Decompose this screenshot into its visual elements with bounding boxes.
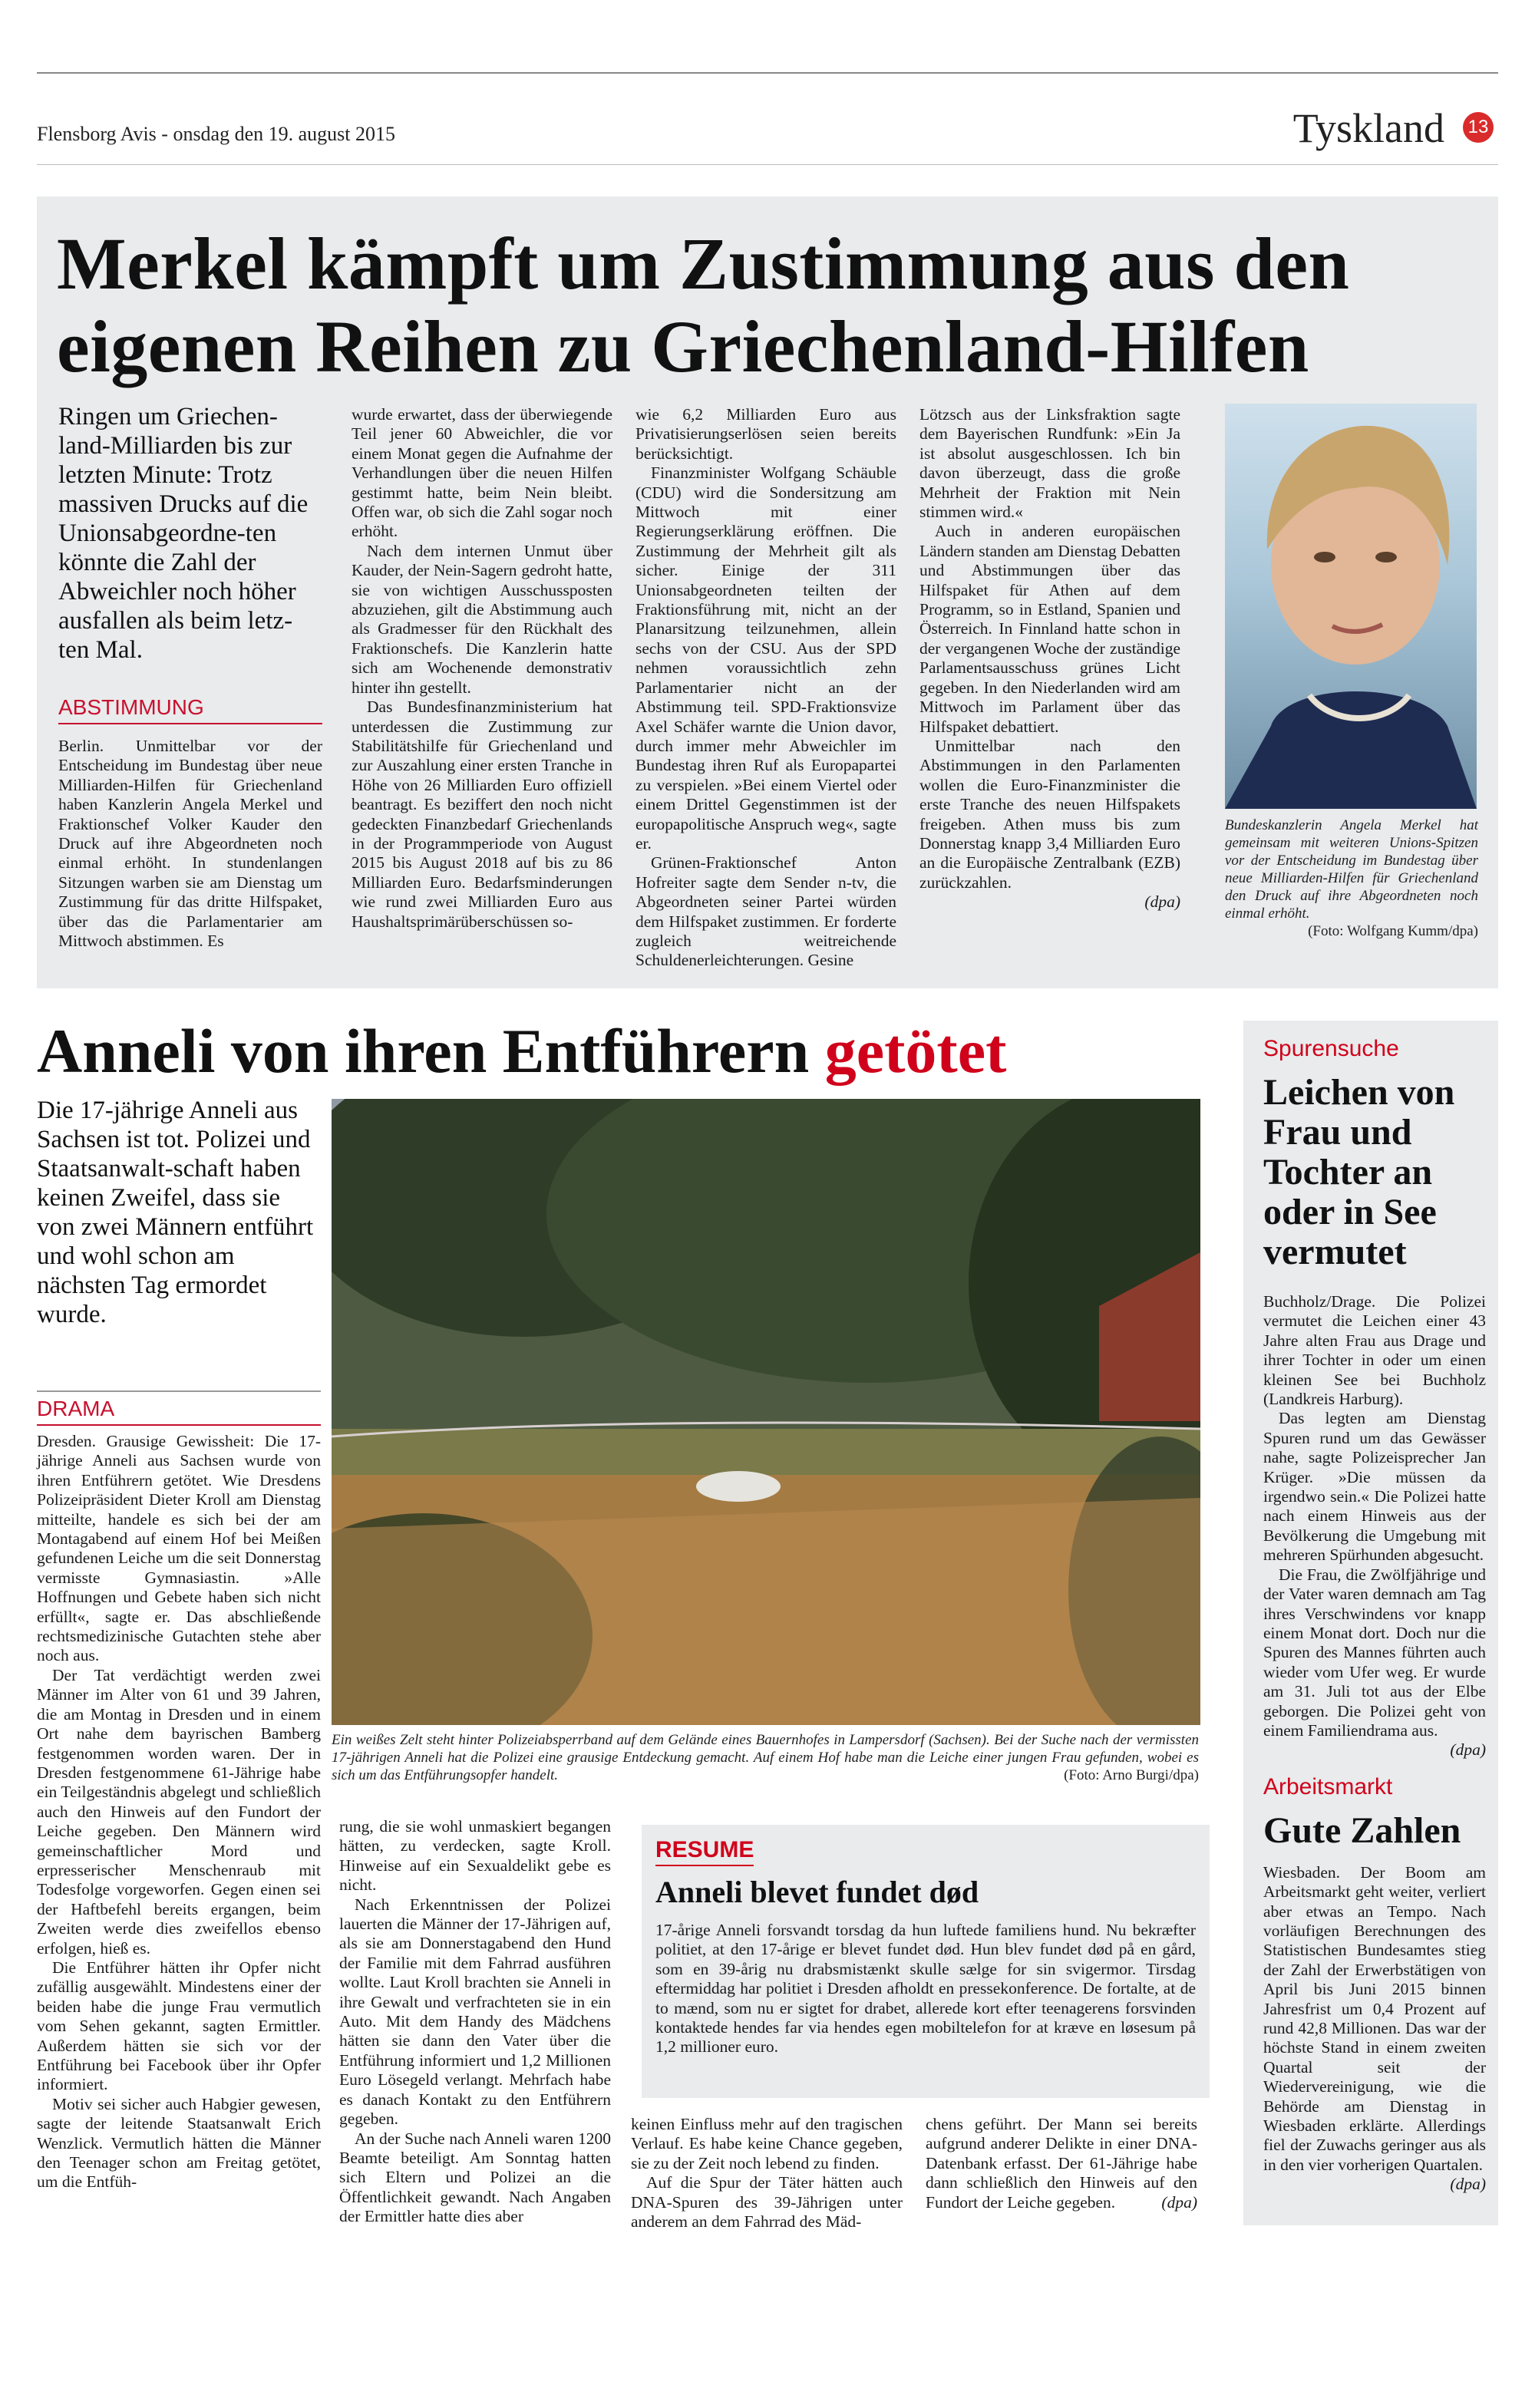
- paragraph: Die Entführer hätten ihr Opfer nicht zufällig ausgewählt. Mindestens einer der beiden habe die junge Frau vermutlich vom Sehen gekannt, sagten Ermittler. Außerdem hätten sie sich vor der Entführung bei Facebook über ihr Opfer informiert.: [37, 1958, 321, 2094]
- sidebar-kicker: Spurensuche: [1263, 1036, 1399, 1061]
- sidebar-body: [1263, 1292, 1486, 1760]
- paragraph: Berlin. Unmittelbar vor der Entscheidung im Bundestag über neue Milliarden-Hilfen für Griechenland haben Kanzlerin Angela Merkel und Fraktionschef Volker Kauder den Druck auf ihre Abgeordneten noch einmal erhöht. In stundenlangen Sitzungen warben sie am Dienstag um Zustimmung für das dritte Hilfspaket, über das die Parlamentarier am Mittwoch abstimmen. Es: [58, 737, 322, 951]
- crime-photo-caption: [332, 1731, 1199, 1784]
- paragraph: Auf die Spur der Täter hätten auch DNA-Spuren des 39-Jährigen unter anderem an dem Fahrrad des Mäd-: [631, 2173, 903, 2232]
- photo-credit: (Foto: Arno Burgi/dpa): [1064, 1767, 1199, 1783]
- news-sidebar: [1243, 1021, 1498, 2225]
- section-title: Tyskland: [1292, 105, 1444, 151]
- paragraph: Lötzsch aus der Linksfraktion sagte dem Bayerischen Rundfunk: »Ein Ja ist absolut ausgeschlossen. Ich bin davon überzeugt, dass die große Mehrheit der Fraktion mit Nein stimmen wird.«: [919, 405, 1180, 522]
- merkel-headline-line2: eigenen Reihen zu Griechenland-Hilfen: [57, 305, 1309, 388]
- paragraph: Wiesbaden. Der Boom am Arbeitsmarkt geht weiter, verliert aber etwas an Tempo. Nach vorläufigen Berechnungen des Statistischen Bundesamtes stieg der Zahl der Erwerbstätigen von April bis Juni 2015 binnen Jahresfrist um 0,4 Prozent auf rund 42,8 Millionen. Das war der höchste Stand in einem zweiten Quartal seit der Wiedervereinigung, wie die Behörde am Dienstag in Wiesbaden erklärte. Allerdings fiel der Zuwachs geringer aus als in den vier vorherigen Quartalen.: [1263, 1862, 1486, 2174]
- merkel-col1: [58, 737, 322, 951]
- dpa-credit: (dpa): [1450, 1740, 1486, 1760]
- merkel-kicker: ABSTIMMUNG: [58, 695, 322, 724]
- paragraph: Dresden. Grausige Gewissheit: Die 17-jährige Anneli aus Sachsen wurde von ihren Entführern getötet. Wie Dresdens Polizeipräsident Dieter Kroll am Dienstag mitteilte, handele es sich bei der am Montagabend auf einem Hof bei Meißen gefundenen Leiche um die seit Donnerstag vermisste Gymnasiastin. »Alle Hoffnungen und Gebete haben sich nicht erfüllt«, sagte er. Das abschließende rechtsmedizinische Gutachten stehe aber noch aus.: [37, 1432, 321, 1665]
- resume-text: 17-årige Anneli forsvandt torsdag da hun luftede familiens hund. Nu bekræfter politiet, at den 17-årige er blevet fundet død. Hun blev fundet død på en gård, som en 39-årig nu drabsmistænkt skulle sælge for sin svigermor. Tirsdag eftermiddag har politiet i Dresden afholdt en pressekonference. De fortalte, at de to mænd, som nu er sigtet for drabet, allerede kort efter teenagerens forsvinden kontaktede hendes far via hendes egen mobiltelefon for at kræve en løsesum på 1,2 millioner euro.: [655, 1921, 1196, 2057]
- paragraph: Das legten am Dienstag Spuren rund um das Gewässer nahe, sagte Polizeisprecher Jan Krüger. »Die müssen da irgendwo sein.« Die Polizei hatte nach einem Hinweis aus der Bevölkerung die Umgebung mit mehreren Spürhunden abgesucht.: [1263, 1409, 1486, 1565]
- merkel-col3: [635, 405, 896, 971]
- paragraph: Die Frau, die Zwölfjährige und der Vater waren demnach am Tag ihres Verschwindens vor knapp einem Monat dort. Doch nur die Spuren des Mannes führten auch wieder vom Ufer weg. Er wurde am 31. Juli tot aus der Elbe geborgen. Die Polizei geht von einem Familiendrama aus.: [1263, 1565, 1486, 1740]
- paragraph: Buchholz/Drage. Die Polizei vermutet die Leichen einer 43 Jahre alten Frau aus Drage und ihrer Tochter in oder um einen kleinen See bei Buchholz (Landkreis Harburg).: [1263, 1292, 1486, 1409]
- paragraph: wie 6,2 Milliarden Euro aus Privatisierungserlösen seien bereits berücksichtigt.: [635, 405, 896, 463]
- merkel-photo-caption: [1225, 816, 1478, 940]
- anneli-col4: [926, 2115, 1197, 2212]
- paper-date-line: Flensborg Avis - onsdag den 19. august 2015: [37, 123, 396, 145]
- page-number-badge: 13: [1463, 112, 1494, 143]
- merkel-deck: Ringen um Griechen-land-Milliarden bis zur letzten Minute: Trotz massiven Drucks auf die Unionsabgeordne-ten könnte die Zahl der Abweichler noch höher ausfallen als beim letz-ten Mal.: [58, 403, 309, 664]
- anneli-col3: [631, 2115, 903, 2232]
- anneli-kicker: DRAMA: [37, 1390, 321, 1426]
- dpa-credit: (dpa): [1161, 2193, 1197, 2212]
- anneli-col2: [339, 1817, 611, 2227]
- resume-headline: Anneli blevet fundet død: [655, 1875, 979, 1909]
- resume-inner: [642, 1825, 1210, 2057]
- paragraph: Grünen-Fraktionschef Anton Hofreiter sagte dem Sender n-tv, die Abgeordneten seiner Partei würden dem Hilfspaket zustimmen. Er forderte zugleich weitreichende Schuldenerleichterungen. Gesine: [635, 853, 896, 970]
- paragraph: Motiv sei sicher auch Habgier gewesen, sagte der leitende Staatsanwalt Erich Wenzlick. Vermutlich hätten die Männer den Teenager schon am Freitag getötet, um die Entfüh-: [37, 2094, 321, 2192]
- sidebar-kicker: Arbeitsmarkt: [1263, 1773, 1393, 1799]
- sidebar-headline: Leichen von Frau und Tochter an oder in See vermutet: [1263, 1072, 1455, 1272]
- sidebar-headline: Gute Zahlen: [1263, 1809, 1461, 1851]
- merkel-headline: [57, 223, 1484, 388]
- dpa-credit: (dpa): [1144, 892, 1180, 912]
- headline-black-part: Anneli von ihren Entführern: [37, 1016, 825, 1086]
- paragraph: Unmittelbar nach den Abstimmungen in den Parlamenten wollen die Euro-Finanzminister die erste Tranche des neuen Hilfspakets freigeben. Athen muss bis zum Donnerstag knapp 3,4 Milliarden Euro an die Europäische Zentralbank (EZB) zurückzahlen.: [919, 736, 1180, 892]
- resume-box: [642, 1825, 1210, 2098]
- merkel-headline-line1: Merkel kämpft um Zustimmung aus den: [57, 223, 1350, 305]
- paragraph: Nach Erkenntnissen der Polizei lauerten die Männer der 17-Jährigen auf, als sie am Donnerstagabend den Hund der Familie mit dem Fahrrad ausführen wollte. Laut Kroll brachten sie Anneli in ihre Gewalt und verfrachteten sie in ein Auto. Mit dem Handy des Mädchens hätten sie dann den Vater über die Entführung informiert und 1,2 Millionen Euro Lösegeld verlangt. Mehrfach habe es danach Kontakt zu den Entführern gegeben.: [339, 1895, 611, 2129]
- caption-text: Ein weißes Zelt steht hinter Polizeiabsperrband auf dem Gelände eines Bauernhofes in Lampersdorf (Sachsen). Bei der Suche nach der vermissten 17-jährigen Anneli hat die Polizei eine grausige Entdeckung gemacht. Auf einem Hof habe man die Leiche einer jungen Frau gefunden, wobei es sich um das Entführungsopfer handelt.: [332, 1732, 1199, 1783]
- merkel-portrait-illustration: [1225, 404, 1477, 809]
- anneli-deck: Die 17-jährige Anneli aus Sachsen ist tot. Polizei und Staatsanwalt-schaft haben keinen Zweifel, dass sie von zwei Männern entführt und wohl schon am nächsten Tag ermordet wurde.: [37, 1097, 314, 1328]
- crime-scene-photo: [332, 1099, 1200, 1725]
- photo-credit: (Foto: Wolfgang Kumm/dpa): [1308, 923, 1478, 939]
- paragraph: keinen Einfluss mehr auf den tragischen Verlauf. Es habe keine Chance gegeben, sie zu der Zeit noch lebend zu finden.: [631, 2115, 903, 2172]
- merkel-col2: [352, 405, 612, 932]
- headline-red-part: getötet: [824, 1016, 1007, 1086]
- sidebar-item-arbeitsmarkt: [1243, 1760, 1498, 2195]
- anneli-col1: [37, 1432, 321, 2192]
- paragraph: Nach dem internen Unmut über Kauder, der Nein-Sagern gedroht hatte, sie von wichtigen Ausschussposten abzuziehen, gilt die Abstimmung auch als Gradmesser für den Rückhalt des Fraktionschefs. Die Kanzlerin hatte sich am Wochenende demonstrativ hinter ihn gestellt.: [352, 541, 612, 697]
- sidebar-body: [1263, 1863, 1486, 2195]
- paragraph: Auch in anderen europäischen Ländern standen am Dienstag Debatten und Abstimmungen über das Hilfspaket für Athen auf dem Programm, so in Estland, Spanien und Österreich. In Finnland hatte schon in der vergangenen Woche der zuständige Parlamentsausschuss grünes Licht gegeben. In den Niederlanden wird am Mittwoch im Parlament über das Hilfspaket debattiert.: [919, 522, 1180, 736]
- paragraph: An der Suche nach Anneli waren 1200 Beamte beteiligt. Am Sonntag hatten sich Eltern und Polizei an die Öffentlichkeit gewandt. Nach Angaben der Ermittler hatte dies aber: [339, 2129, 611, 2226]
- crime-scene-illustration: [332, 1099, 1200, 1725]
- masthead-divider: [37, 164, 1498, 165]
- sidebar-item-spurensuche: [1243, 1021, 1498, 1760]
- resume-kicker: RESUME: [655, 1837, 754, 1866]
- paragraph: Das Bundesfinanzministerium hat unterdessen die Zustimmung zur Stabilitätshilfe für Griechenland und zur Auszahlung einer ersten Tranche in Höhe von 26 Milliarden Euro offiziell beantragt. Es beziffert den noch nicht gedeckten Finanzbedarf Griechenlands in der Programmperiode von August 2015 bis August 2018 auf bis zu 86 Milliarden Euro. Bedarfsminderungen wie rund zwei Milliarden Euro aus Haushaltsprimärüberschüssen so-: [352, 698, 612, 931]
- paragraph: chens geführt. Der Mann sei bereits aufgrund anderer Delikte in einer DNA-Datenbank erfasst. Der 61-Jährige habe dann schließlich den Hinweis auf den Fundort der Leiche gegeben.: [926, 2115, 1197, 2212]
- merkel-photo: [1225, 404, 1477, 809]
- merkel-col4: [919, 405, 1180, 912]
- top-rule: [37, 72, 1498, 74]
- paragraph: Der Tat verdächtigt werden zwei Männer im Alter von 61 und 39 Jahren, die am Montag in Dresden und in einem Ort nahe dem bayrischen Bamberg festgenommen worden waren. Der in Dresden festgenommene 61-Jährige habe ein Teilgeständnis abgelegt und schließlich auch den Hinweis auf den Fundort der Leiche gegeben. Den Männern wird gemeinschaftlicher Mord und erpresserischer Menschenraub mit Todesfolge vorgeworfen. Gegen einen sei der Haftbefehl bereits ergangen, beim Zweiten werde dies zweifellos ebenso erfolgen, hieß es.: [37, 1665, 321, 1958]
- dpa-credit: (dpa): [1450, 2175, 1486, 2194]
- anneli-headline: [37, 1014, 1006, 1088]
- paragraph: Finanzminister Wolfgang Schäuble (CDU) wird die Sondersitzung am Mittwoch mit einer Regierungserklärung eröffnen. Die Zustimmung der Mehrheit gilt als sicher. Einige der 311 Unionsabgeordneten teilten der Fraktionsführung mit, nicht an der Planarsitzung teilzunehmen, allein sechs von der CSU. Aus der SPD nehmen voraussichtlich zehn Parlamentarier nicht an der Abstimmung teil. SPD-Fraktionsvize Axel Schäfer warnte die Union davor, durch immer mehr Abweichler im Bundestag ihren Ruf als Europapartei zu verspielen. »Bei einem Viertel oder einem Drittel Gegenstimmen ist der europapolitische Anspruch weg«, sagte er.: [635, 463, 896, 853]
- paragraph: wurde erwartet, dass der überwiegende Teil jener 60 Abweichler, die vor einem Monat gegen die Aufnahme der Verhandlungen über die neuen Hilfen gestimmt hatte, beim Nein bleibt. Offen war, ob sich die Zahl sogar noch erhöht.: [352, 405, 612, 541]
- paragraph: rung, die sie wohl unmaskiert begangen hätten, zu verdecken, sagte Kroll. Hinweise auf ein Sexualdelikt gebe es nicht.: [339, 1817, 611, 1895]
- caption-text: Bundeskanzlerin Angela Merkel hat gemeinsam mit weiteren Unions-Spitzen vor der Entscheidung im Bundestag über neue Milliarden-Hilfen für Griechenland den Druck auf ihre Abgeordneten noch einmal erhöht.: [1225, 817, 1478, 922]
